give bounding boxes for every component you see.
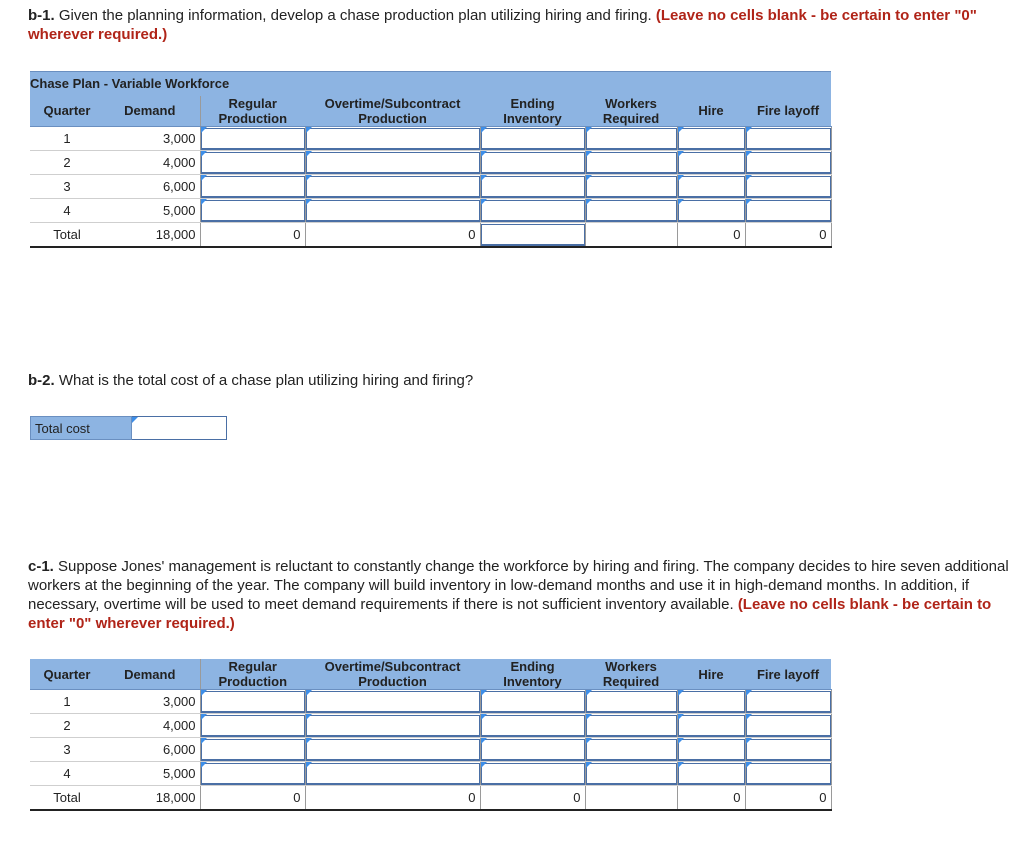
question-b1-label: b-1.: [28, 7, 55, 24]
workers-required-input[interactable]: [586, 152, 677, 174]
flag-icon: [481, 738, 487, 744]
question-b1: [28, 6, 1018, 44]
demand-cell: 3,000: [104, 690, 200, 714]
ending-inventory-input[interactable]: [481, 152, 585, 174]
flag-icon: [481, 127, 487, 133]
quarter-cell: 4: [30, 762, 104, 786]
total-overtime-production: 0: [305, 222, 480, 247]
header-demand: Demand: [104, 659, 200, 690]
overtime-production-input[interactable]: [306, 128, 480, 150]
level-plan-table: [30, 659, 832, 811]
demand-cell: 3,000: [104, 126, 200, 150]
quarter-cell: 4: [30, 198, 104, 222]
flag-icon: [481, 690, 487, 696]
total-hire: 0: [677, 222, 745, 247]
total-fire-layoff: 0: [745, 222, 831, 247]
question-b2-label: b-2.: [28, 372, 55, 389]
regular-production-input[interactable]: [201, 200, 305, 222]
flag-icon: [586, 714, 592, 720]
chase-plan-table: [30, 71, 832, 248]
hire-input[interactable]: [678, 763, 745, 785]
total-ending-inventory: 0: [480, 786, 585, 810]
flag-icon: [201, 175, 207, 181]
regular-production-input[interactable]: [201, 128, 305, 150]
demand-cell: 6,000: [104, 174, 200, 198]
regular-production-input[interactable]: [201, 691, 305, 713]
flag-icon: [586, 738, 592, 744]
flag-icon: [746, 199, 752, 205]
flag-icon: [306, 714, 312, 720]
demand-cell: 6,000: [104, 738, 200, 762]
quarter-cell: 1: [30, 126, 104, 150]
question-c1-label: c-1.: [28, 558, 54, 575]
hire-input[interactable]: [678, 739, 745, 761]
flag-icon: [481, 151, 487, 157]
flag-icon: [586, 762, 592, 768]
question-c1-text: Suppose Jones' management is reluctant to constantly change the workforce by hiring and firing. The company decides to hire seven additional workers at the beginning of the year. The company will build inventory in low-demand months and use it in high-demand months. In addition, if necessary, overtime will be used to meet demand requirements if there is not sufficient inventory available.: [28, 558, 1009, 613]
header-hire: Hire: [677, 96, 745, 127]
workers-required-input[interactable]: [586, 763, 677, 785]
table-row: [30, 150, 831, 174]
flag-icon: [201, 762, 207, 768]
flag-icon: [306, 127, 312, 133]
flag-icon: [306, 175, 312, 181]
overtime-production-input[interactable]: [306, 152, 480, 174]
hire-input[interactable]: [678, 715, 745, 737]
workers-required-input[interactable]: [586, 128, 677, 150]
header-ending-inventory: Ending Inventory: [480, 659, 585, 690]
overtime-production-input[interactable]: [306, 176, 480, 198]
flag-icon: [586, 199, 592, 205]
flag-icon: [678, 690, 684, 696]
flag-icon: [586, 690, 592, 696]
total-demand: 18,000: [104, 222, 200, 247]
workers-required-input[interactable]: [586, 200, 677, 222]
overtime-production-input[interactable]: [306, 691, 480, 713]
header-demand: Demand: [104, 96, 200, 127]
total-overtime-production: 0: [305, 786, 480, 810]
table-row: [30, 738, 831, 762]
workers-required-input[interactable]: [586, 715, 677, 737]
ending-inventory-input[interactable]: [481, 176, 585, 198]
hire-input[interactable]: [678, 128, 745, 150]
header-overtime-production: Overtime/Subcontract Production: [305, 659, 480, 690]
flag-icon: [201, 738, 207, 744]
flag-icon: [481, 199, 487, 205]
flag-icon: [201, 151, 207, 157]
demand-cell: 5,000: [104, 762, 200, 786]
ending-inventory-input[interactable]: [481, 691, 585, 713]
total-label: Total: [30, 786, 104, 810]
flag-icon: [746, 762, 752, 768]
workers-required-input[interactable]: [586, 739, 677, 761]
overtime-production-input[interactable]: [306, 715, 480, 737]
fire-layoff-input[interactable]: [746, 200, 831, 222]
overtime-production-input[interactable]: [306, 739, 480, 761]
total-cost-label: Total cost: [31, 417, 132, 440]
header-workers-required: Workers Required: [585, 659, 677, 690]
fire-layoff-input[interactable]: [746, 691, 831, 713]
total-workers-required: [585, 786, 677, 810]
ending-inventory-input[interactable]: [481, 128, 585, 150]
fire-layoff-input[interactable]: [746, 763, 831, 785]
hire-input[interactable]: [678, 176, 745, 198]
flag-icon: [678, 714, 684, 720]
regular-production-input[interactable]: [201, 715, 305, 737]
total-fire-layoff: 0: [745, 786, 831, 810]
quarter-cell: 1: [30, 690, 104, 714]
ending-inventory-input[interactable]: [481, 715, 585, 737]
table-row: [30, 714, 831, 738]
total-cost-input[interactable]: [132, 417, 227, 440]
total-label: Total: [30, 222, 104, 247]
header-fire-layoff: Fire layoff: [745, 96, 831, 127]
ending-inventory-input[interactable]: [481, 739, 585, 761]
regular-production-input[interactable]: [201, 739, 305, 761]
table-row: [30, 690, 831, 714]
question-b1-text: Given the planning information, develop a chase production plan utilizing hiring and firing.: [54, 7, 656, 24]
flag-icon: [586, 151, 592, 157]
flag-icon: [678, 738, 684, 744]
flag-icon: [481, 762, 487, 768]
question-b1-emphasis: (Leave no cells blank - be certain to enter "0" wherever required.): [28, 7, 977, 43]
question-b2: [28, 371, 473, 390]
total-regular-production: 0: [200, 786, 305, 810]
flag-icon: [746, 690, 752, 696]
flag-icon: [306, 762, 312, 768]
flag-icon: [678, 151, 684, 157]
flag-icon: [132, 417, 138, 423]
fire-layoff-input[interactable]: [746, 176, 831, 198]
workers-required-input[interactable]: [586, 691, 677, 713]
overtime-production-input[interactable]: [306, 763, 480, 785]
total-workers-required: [585, 222, 677, 247]
quarter-cell: 3: [30, 738, 104, 762]
flag-icon: [201, 127, 207, 133]
quarter-cell: 2: [30, 714, 104, 738]
demand-cell: 5,000: [104, 198, 200, 222]
total-regular-production: 0: [200, 222, 305, 247]
flag-icon: [306, 199, 312, 205]
total-row: [30, 786, 831, 810]
header-overtime-production: Overtime/Subcontract Production: [305, 96, 480, 127]
flag-icon: [746, 127, 752, 133]
question-c1-emphasis: (Leave no cells blank - be certain to enter "0" wherever required.): [28, 596, 992, 632]
total-row: [30, 222, 831, 247]
fire-layoff-input[interactable]: [746, 715, 831, 737]
header-ending-inventory: Ending Inventory: [480, 96, 585, 127]
total-demand: 18,000: [104, 786, 200, 810]
regular-production-input[interactable]: [201, 152, 305, 174]
total-cost-box: [30, 416, 227, 440]
header-hire: Hire: [677, 659, 745, 690]
quarter-cell: 3: [30, 174, 104, 198]
hire-input[interactable]: [678, 152, 745, 174]
fire-layoff-input[interactable]: [746, 152, 831, 174]
hire-input[interactable]: [678, 691, 745, 713]
flag-icon: [746, 151, 752, 157]
flag-icon: [201, 690, 207, 696]
header-quarter: Quarter: [30, 96, 104, 127]
flag-icon: [678, 175, 684, 181]
header-fire-layoff: Fire layoff: [745, 659, 831, 690]
flag-icon: [586, 175, 592, 181]
fire-layoff-input[interactable]: [746, 739, 831, 761]
flag-icon: [586, 127, 592, 133]
ending-inventory-input[interactable]: [481, 200, 585, 222]
flag-icon: [306, 690, 312, 696]
regular-production-input[interactable]: [201, 176, 305, 198]
header-regular-production: Regular Production: [200, 659, 305, 690]
workers-required-input[interactable]: [586, 176, 677, 198]
flag-icon: [746, 175, 752, 181]
flag-icon: [481, 714, 487, 720]
ending-inventory-input[interactable]: [481, 763, 585, 785]
flag-icon: [746, 738, 752, 744]
header-quarter: Quarter: [30, 659, 104, 690]
flag-icon: [306, 151, 312, 157]
flag-icon: [746, 714, 752, 720]
flag-icon: [201, 714, 207, 720]
demand-cell: 4,000: [104, 150, 200, 174]
flag-icon: [306, 738, 312, 744]
overtime-production-input[interactable]: [306, 200, 480, 222]
flag-icon: [678, 127, 684, 133]
total-hire: 0: [677, 786, 745, 810]
header-regular-production: Regular Production: [200, 96, 305, 127]
flag-icon: [481, 175, 487, 181]
quarter-cell: 2: [30, 150, 104, 174]
regular-production-input[interactable]: [201, 763, 305, 785]
flag-icon: [201, 199, 207, 205]
demand-cell: 4,000: [104, 714, 200, 738]
table-row: [30, 198, 831, 222]
fire-layoff-input[interactable]: [746, 128, 831, 150]
question-c1: [28, 557, 1013, 633]
table-row: [30, 126, 831, 150]
table-row: [30, 174, 831, 198]
total-ending-inventory-input[interactable]: [481, 224, 585, 246]
flag-icon: [678, 199, 684, 205]
hire-input[interactable]: [678, 200, 745, 222]
question-b2-text: What is the total cost of a chase plan utilizing hiring and firing?: [54, 372, 474, 389]
table-row: [30, 762, 831, 786]
flag-icon: [678, 762, 684, 768]
table-caption: Chase Plan - Variable Workforce: [30, 72, 831, 96]
header-workers-required: Workers Required: [585, 96, 677, 127]
